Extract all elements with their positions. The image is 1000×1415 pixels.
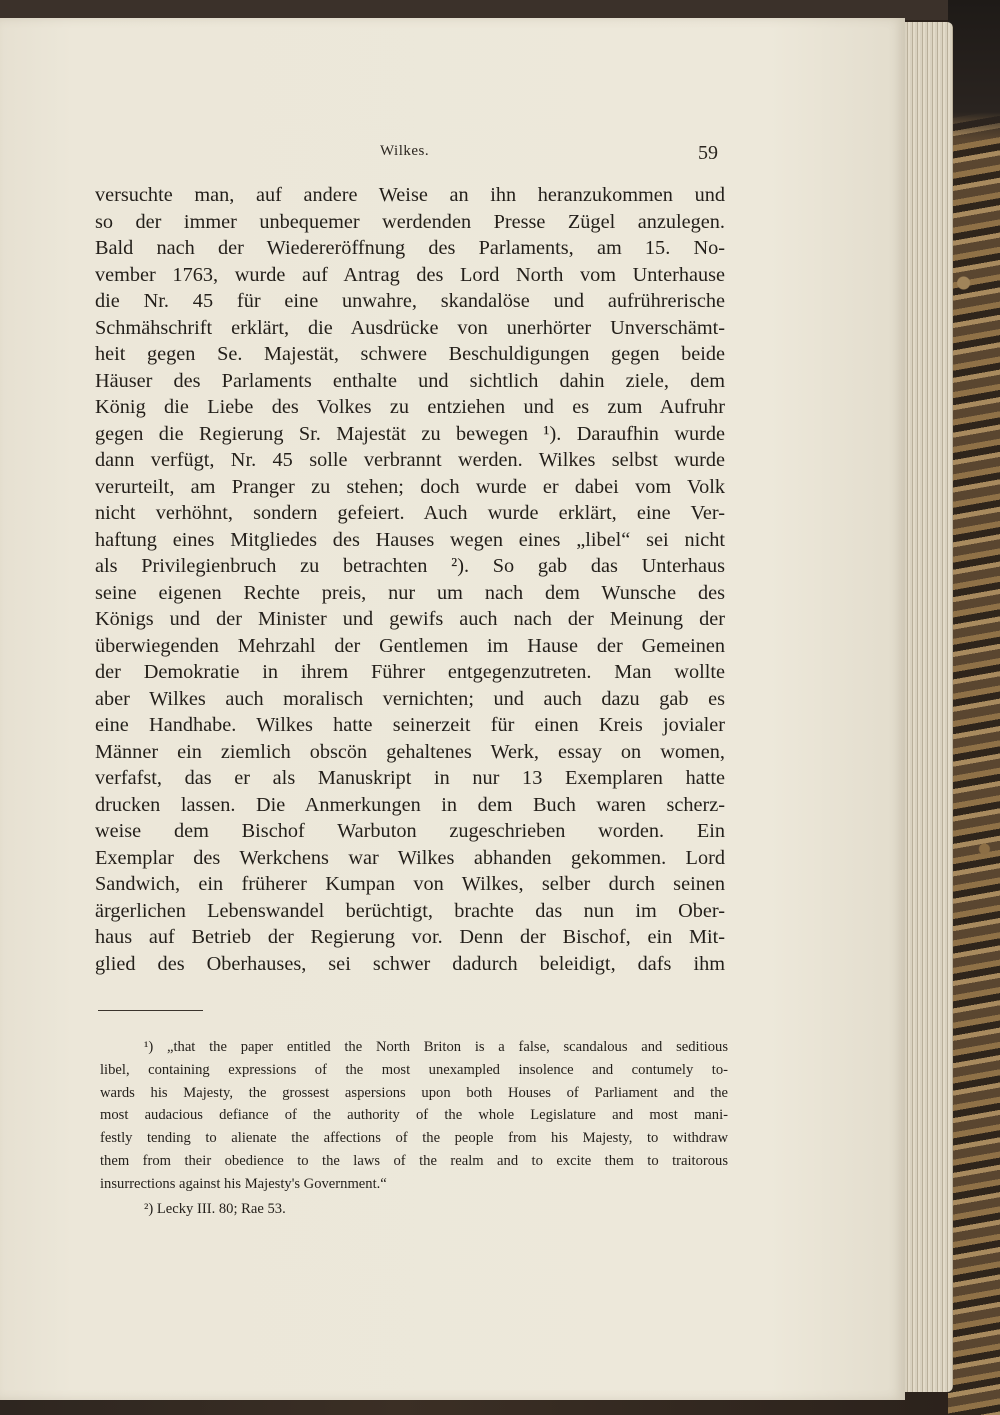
footnote-1-line: libel, containing expressions of the most unexampled insolence and contumely to- bbox=[100, 1061, 728, 1078]
body-line: König die Liebe des Volkes zu entziehen und es zum Aufruhr bbox=[95, 396, 725, 418]
body-line: Königs und der Minister und gewifs auch nach der Meinung der bbox=[95, 608, 725, 630]
body-line: drucken lassen. Die Anmerkungen in dem Buch waren scherz- bbox=[95, 793, 725, 816]
footnote-1-line: ¹) „that the paper entitled the North Briton is a false, scandalous and seditious bbox=[144, 1039, 728, 1055]
body-line: die Nr. 45 für eine unwahre, skandalöse und aufrührerische bbox=[95, 290, 725, 312]
body-line: seine eigenen Rechte preis, nur um nach dem Wunsche des bbox=[95, 581, 725, 604]
footnote-rule bbox=[98, 1010, 203, 1011]
body-line: ärgerlichen Lebenswandel berüchtigt, brachte das nun im Ober- bbox=[95, 899, 725, 922]
body-line: eine Handhabe. Wilkes hatte seinerzeit für einen Kreis jovialer bbox=[95, 714, 725, 736]
top-edge-shadow bbox=[0, 0, 1000, 20]
footnote-1-line: wards his Majesty, the grossest aspersions upon both Houses of Parliament and the bbox=[100, 1084, 728, 1101]
body-line: nicht verhöhnt, sondern gefeiert. Auch wurde erklärt, eine Ver- bbox=[95, 502, 725, 524]
body-line: vember 1763, wurde auf Antrag des Lord North vom Unterhause bbox=[95, 263, 725, 286]
body-line: aber Wilkes auch moralisch vernichten; und auch dazu gab es bbox=[95, 687, 725, 710]
body-line: Schmähschrift erklärt, die Ausdrücke von unerhörter Unverschämt- bbox=[95, 316, 725, 339]
body-line: Häuser des Parlaments enthalte und sichtlich dahin ziele, dem bbox=[95, 369, 725, 392]
body-line: dann verfügt, Nr. 45 solle verbrannt werden. Wilkes selbst wurde bbox=[95, 449, 725, 471]
running-head: Wilkes. bbox=[380, 143, 430, 159]
body-text bbox=[95, 182, 725, 977]
footnote-2: ²) Lecky III. 80; Rae 53. bbox=[144, 1200, 286, 1217]
body-line: glied des Oberhauses, sei schwer dadurch beleidigt, dafs ihm bbox=[95, 952, 725, 975]
body-line: gegen die Regierung Sr. Majestät zu bewegen ¹). Daraufhin wurde bbox=[95, 422, 725, 445]
footnote-1-line: insurrections against his Majesty's Government.“ bbox=[100, 1175, 387, 1192]
body-line: versuchte man, auf andere Weise an ihn heranzukommen und bbox=[95, 184, 725, 206]
page-number: 59 bbox=[698, 142, 718, 164]
footnote-1-line: most audacious defiance of the authority of the whole Legislature and most mani- bbox=[100, 1107, 728, 1124]
body-line: Exemplar des Werkchens war Wilkes abhanden gekommen. Lord bbox=[95, 846, 725, 869]
footnote-1-line: festly tending to alienate the affections of the people from his Majesty, to withdraw bbox=[100, 1130, 728, 1147]
book-cover-corner bbox=[948, 0, 1000, 140]
body-line: Bald nach der Wiedereröffnung des Parlaments, am 15. No- bbox=[95, 237, 725, 259]
marbled-book-cover bbox=[948, 0, 1000, 1415]
body-line: haftung eines Mitgliedes des Hauses wegen eines „libel“ sei nicht bbox=[95, 528, 725, 551]
footnotes bbox=[100, 1036, 728, 1220]
body-line: so der immer unbequemer werdenden Presse Zügel anzulegen. bbox=[95, 210, 725, 233]
body-line: haus auf Betrieb der Regierung vor. Denn der Bischof, ein Mit- bbox=[95, 926, 725, 948]
body-line: der Demokratie in ihrem Führer entgegenzutreten. Man wollte bbox=[95, 661, 725, 683]
body-line: als Privilegienbruch zu betrachten ²). So gab das Unterhaus bbox=[95, 555, 725, 577]
body-line: verurteilt, am Pranger zu stehen; doch wurde er dabei vom Volk bbox=[95, 475, 725, 498]
body-line: heit gegen Se. Majestät, schwere Beschuldigungen gegen beide bbox=[95, 343, 725, 365]
body-line: weise dem Bischof Warbuton zugeschrieben worden. Ein bbox=[95, 820, 725, 842]
footnote-1-line: them from their obedience to the laws of the realm and to excite them to traitorous bbox=[100, 1152, 728, 1169]
body-line: überwiegenden Mehrzahl der Gentlemen im Hause der Gemeinen bbox=[95, 634, 725, 657]
body-line: Sandwich, ein früherer Kumpan von Wilkes, selber durch seinen bbox=[95, 873, 725, 895]
body-line: verfafst, das er als Manuskript in nur 13 Exemplaren hatte bbox=[95, 767, 725, 789]
body-line: Männer ein ziemlich obscön gehaltenes Werk, essay on women, bbox=[95, 740, 725, 763]
